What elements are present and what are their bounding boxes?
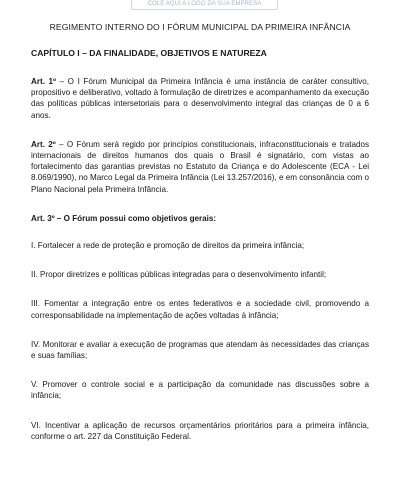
article-3 (31, 213, 369, 224)
article-2-label: Art. 2º (31, 139, 56, 149)
article-1-label: Art. 1º (31, 77, 56, 86)
objective-item-4: IV. Monitorar e avaliar a execução de programas que atendam às necessidades das crianças e suas famílias; (31, 339, 369, 361)
logo-placeholder (131, 0, 278, 10)
article-3-text: – O Fórum possui como objetivos gerais: (54, 213, 217, 223)
objective-item-6: VI. Incentivar a aplicação de recursos orçamentários prioritários para a primeira infância, conforme o art. 227 da Constituição Federal. (31, 420, 369, 441)
article-2-text: – O Fórum será regido por princípios constitucionais, infraconstitucionais e tratados internacionais de direitos humanos dos quais o Brasil é signatário, com vistas ao fortalecimento das garantias previstas no Estatuto da Criança e do Adolescente (ECA - Lei 8.069/1990), no Marco Legal da Primeira Infância (Lei 13.257/2016), e em consonância com o Plano Nacional pela Primeira Infância. (31, 139, 369, 194)
document-body (31, 22, 369, 442)
logo-placeholder-text: COLE AQUI A LOGO DA SUA EMPRESA (147, 1, 262, 7)
objective-item-2: II. Propor diretrizes e políticas públicas integradas para o desenvolvimento infantil; (31, 270, 327, 280)
objective-item-1: I. Fortalecer a rede de proteção e promoção de direitos da primeira infância; (31, 241, 305, 251)
article-2 (31, 139, 369, 195)
chapter-heading: CAPÍTULO I – DA FINALIDADE, OBJETIVOS E NATUREZA (31, 48, 267, 58)
objective-item-3: III. Fomentar a integração entre os entes federativos e a sociedade civil, promovendo a corresponsabilidade na implementação de ações voltadas à infância; (31, 299, 369, 320)
article-3-label: Art. 3º (31, 213, 55, 223)
article-1-text: – O I Fórum Municipal da Primeira Infância é uma instância de caráter consultivo, propositivo e deliberativo, voltado à formulação de diretrizes e acompanhamento da execução das políticas públicas intersetoriais para o desenvolvimento integral das crianças de 0 a 6 anos. (31, 77, 369, 120)
document-title: REGIMENTO INTERNO DO I FÓRUM MUNICIPAL DA PRIMEIRA INFÂNCIA (49, 22, 351, 32)
objective-item-5: V. Promover o controle social e a participação da comunidade nas discussões sobre a infância; (31, 380, 369, 401)
article-1 (31, 76, 369, 121)
